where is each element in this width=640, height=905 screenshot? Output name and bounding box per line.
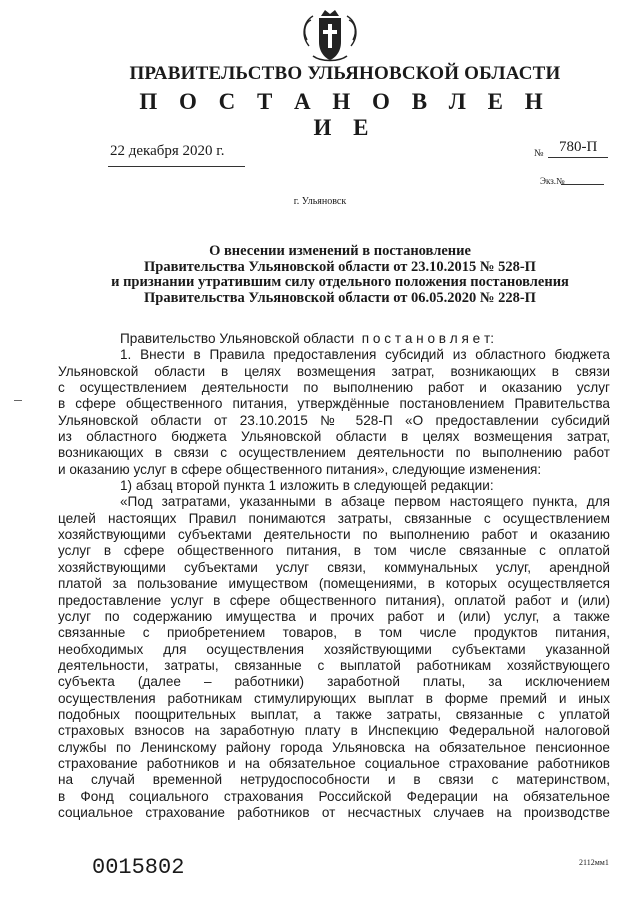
document-date: 22 декабря 2020 г. — [110, 143, 225, 159]
body-line: платой за пользование имуществом (помещениями, в которых осуществляется — [58, 576, 610, 592]
body-line: услуг в сфере общественного питания, в том числе связанные с оплатой — [58, 543, 610, 559]
heading-line: Правительства Ульяновской области от 06.05.2020 № 228-П — [144, 289, 536, 306]
body-line: 1. Внести в Правила предоставления субсидий из областного бюджета — [120, 347, 610, 363]
body-line: из областного бюджета Ульяновской области в целях возмещения затрат, — [58, 429, 610, 445]
coat-of-arms-icon — [299, 8, 361, 64]
document-type: П О С Т А Н О В Л Е Н И Е — [139, 89, 551, 140]
body-line: в Фонд социального страхования Российской Федерации на обязательное — [58, 788, 610, 804]
date-underline — [108, 166, 245, 167]
body-line: Правительство Ульяновской области п о с т а н о в л я е т: — [120, 331, 494, 346]
body-line: «Под затратами, указанными в абзаце первом настоящего пункта, для — [120, 494, 610, 510]
body-line: страховых взносов на заработную плату в Инспекцию Федеральной налоговой — [58, 723, 610, 739]
body-line: связанные с приобретением товаров, в том числе продуктов питания, — [58, 625, 610, 641]
heading-line: О внесении изменений в постановление — [209, 243, 471, 259]
body-line: хозяйствующими субъектами деятельности по выполнению работ и оказанию — [58, 527, 610, 543]
body-line: на случай временной нетрудоспособности и в связи с материнством, — [58, 772, 610, 788]
body-line: осуществления работникам стимулирующих выплат в форме премий и иных — [58, 690, 610, 706]
serial-number: 0015802 — [92, 855, 185, 880]
city-label: г. Ульяновск — [293, 196, 347, 207]
body-line: подобных поощрительных выплат, а также затраты, связанные с уплатой — [58, 706, 610, 722]
number-underline — [548, 157, 608, 158]
scan-mark — [14, 400, 22, 401]
body-line: с осуществлением деятельности по выполнению работ и оказанию услуг — [58, 380, 610, 396]
body-line: в сфере общественного питания, утверждённые постановлением Правительства — [58, 396, 610, 412]
body-line: 1) абзац второй пункта 1 изложить в следующей редакции: — [120, 478, 494, 494]
body-line: страхование работников и на обязательное социальное страхование работников — [58, 755, 610, 771]
body-line: социальное страхование работников от несчастных случаев на производстве — [58, 804, 610, 820]
body-line: субъекта (далее – работники) заработной платы, за исключением — [58, 674, 610, 690]
document-number: 780-П — [559, 139, 598, 155]
body-line: Ульяновской области в целях возмещения затрат, возникающих в связи — [58, 363, 610, 379]
body-line: возникающих в связи с осуществлением деятельности по выполнению работ — [58, 445, 610, 461]
footer-code: 2112мм1 — [579, 858, 609, 867]
body-line: деятельности, затраты, связанные с выплатой работникам хозяйствующего — [58, 657, 610, 673]
document-heading — [60, 244, 620, 306]
body-line: Ульяновской области от 23.10.2015 № 528-П «О предоставлении субсидий — [58, 412, 610, 428]
body-line: целей настоящих Правил понимаются затраты, связанные с осуществлением — [58, 510, 610, 526]
number-sign: № — [534, 148, 544, 159]
document-body — [58, 331, 610, 821]
body-line: услуг по содержанию имущества и прочих работ и (или) услуг, а также — [58, 608, 610, 624]
body-line: и оказанию услуг в сфере общественного питания», следующие изменения: — [58, 461, 542, 477]
body-line: хозяйствующими субъектами услуг связи, коммунальных услуг, арендной — [58, 559, 610, 575]
heading-line: Правительства Ульяновской области от 23.10.2015 № 528-П — [144, 258, 536, 275]
body-line: службы по Ленинскому району города Ульяновска на обязательное пенсионное — [58, 739, 610, 755]
body-line: необходимых для осуществления хозяйствующими субъектами указанной — [58, 641, 610, 657]
body-line: предоставление услуг в сфере общественного питания), оплатой работ и (или) — [58, 592, 610, 608]
copy-number-underline — [561, 184, 604, 185]
government-title: ПРАВИТЕЛЬСТВО УЛЬЯНОВСКОЙ ОБЛАСТИ — [129, 63, 561, 84]
heading-line: и признании утратившим силу отдельного положения постановления — [111, 274, 569, 290]
copy-number-label: Экз.№ — [540, 176, 565, 186]
